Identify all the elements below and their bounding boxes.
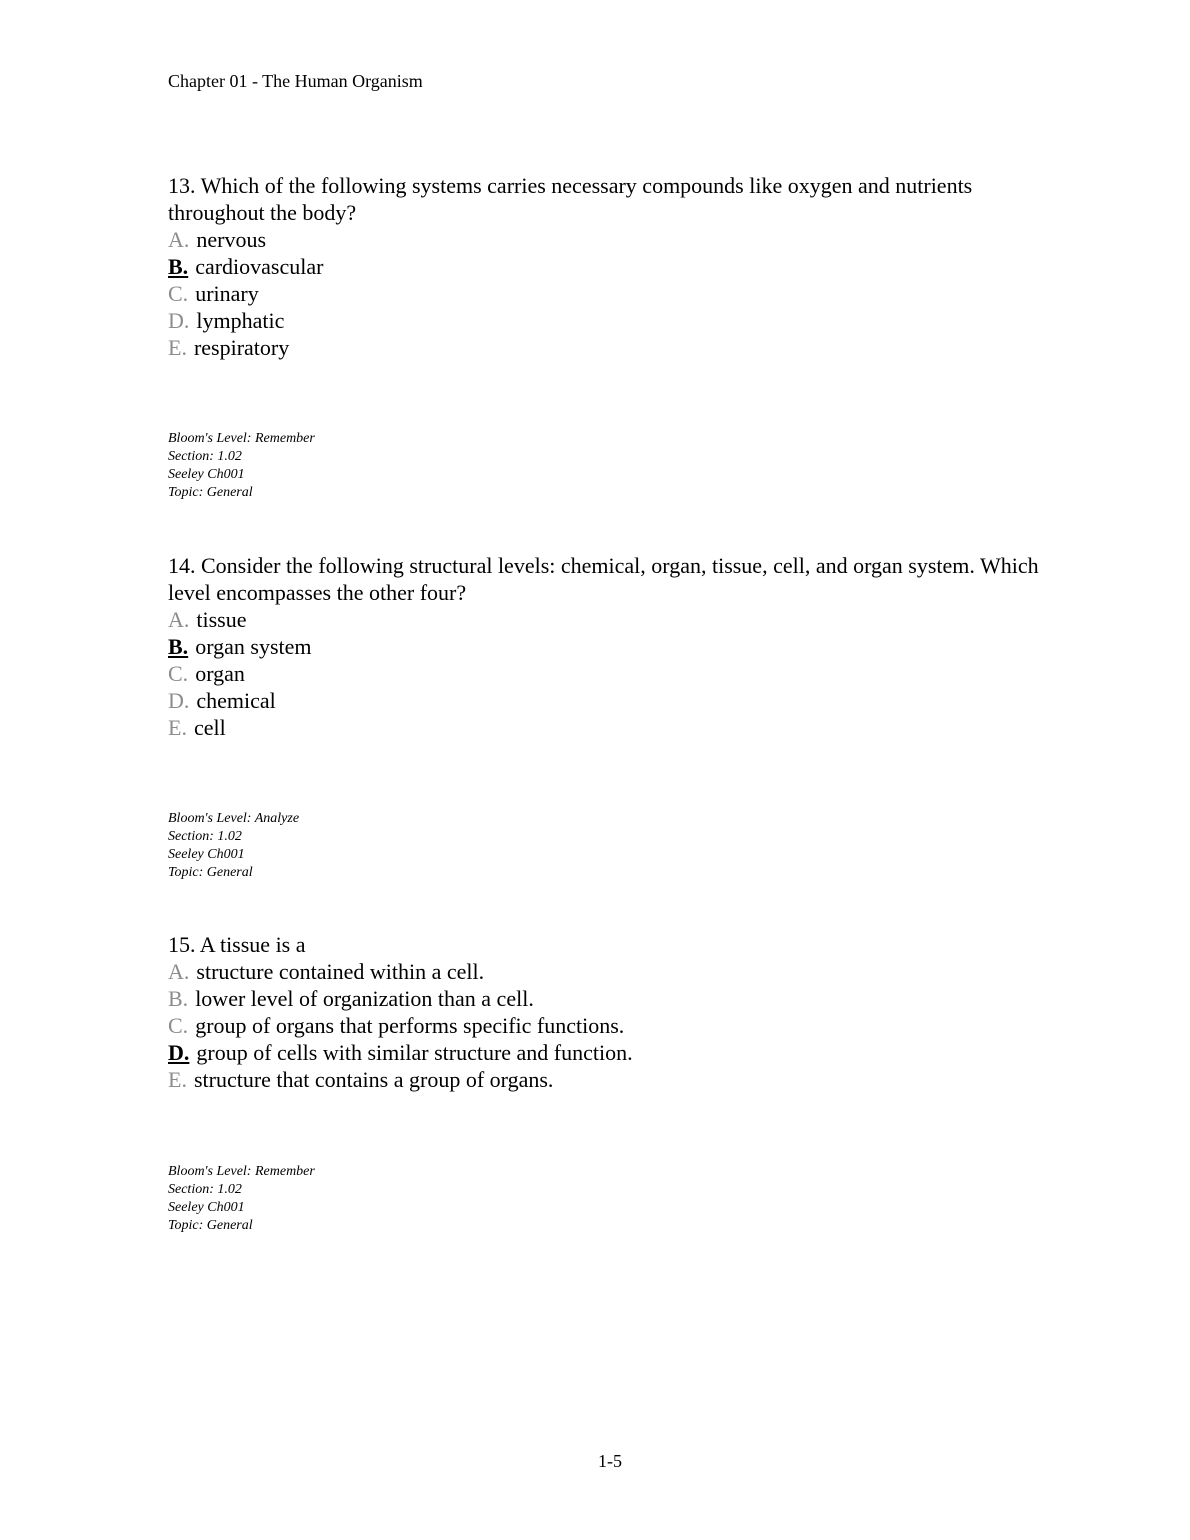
question-stem: 13. Which of the following systems carries necessary compounds like oxygen and nutrients throughout the body?	[168, 173, 973, 225]
option-a	[168, 606, 1048, 633]
option-c	[168, 1012, 1048, 1039]
option-letter: C.	[168, 1013, 189, 1038]
option-letter: D.	[168, 688, 190, 713]
option-e	[168, 1066, 1048, 1093]
option-letter: C.	[168, 661, 189, 686]
option-b	[168, 985, 1048, 1012]
option-text: cardiovascular	[195, 254, 324, 279]
topic-label: Topic: General	[168, 485, 253, 500]
option-letter: E.	[168, 715, 187, 740]
option-b-correct	[168, 633, 1048, 660]
option-text: urinary	[195, 281, 259, 306]
option-text: cell	[193, 715, 226, 740]
option-text: structure that contains a group of organs.	[193, 1067, 554, 1092]
option-letter: B.	[168, 986, 189, 1011]
option-letter: E.	[168, 1067, 187, 1092]
option-e	[168, 714, 1048, 741]
option-letter: A.	[168, 959, 190, 984]
question-15-meta	[168, 1163, 315, 1235]
question-13	[168, 172, 1048, 361]
option-letter: E.	[168, 335, 187, 360]
section-label: Section: 1.02	[168, 1182, 242, 1197]
option-letter: B.	[168, 634, 189, 659]
question-stem: 14. Consider the following structural levels: chemical, organ, tissue, cell, and organ system. Which level encompasses the other four?	[168, 553, 1039, 605]
topic-label: Topic: General	[168, 1218, 253, 1233]
source-label: Seeley Ch001	[168, 847, 245, 862]
option-a	[168, 226, 1048, 253]
section-label: Section: 1.02	[168, 449, 242, 464]
chapter-title: Chapter 01 - The Human Organism	[168, 71, 423, 91]
option-text: nervous	[196, 227, 267, 252]
option-letter: D.	[168, 308, 190, 333]
option-text: organ	[195, 661, 245, 686]
option-text: tissue	[196, 607, 247, 632]
question-15	[168, 931, 1048, 1093]
option-text: group of organs that performs specific functions.	[195, 1013, 625, 1038]
option-e	[168, 334, 1048, 361]
source-label: Seeley Ch001	[168, 467, 245, 482]
option-a	[168, 958, 1048, 985]
option-text: chemical	[196, 688, 276, 713]
option-d	[168, 687, 1048, 714]
blooms-level: Bloom's Level: Remember	[168, 431, 315, 446]
option-d-correct	[168, 1039, 1048, 1066]
topic-label: Topic: General	[168, 865, 253, 880]
option-text: respiratory	[193, 335, 290, 360]
option-text: lower level of organization than a cell.	[195, 986, 534, 1011]
section-label: Section: 1.02	[168, 829, 242, 844]
question-14	[168, 552, 1048, 741]
option-c	[168, 660, 1048, 687]
option-c	[168, 280, 1048, 307]
blooms-level: Bloom's Level: Analyze	[168, 811, 300, 826]
option-letter: A.	[168, 607, 190, 632]
question-13-meta	[168, 430, 315, 502]
option-letter: A.	[168, 227, 190, 252]
option-text: structure contained within a cell.	[196, 959, 485, 984]
question-stem: 15. A tissue is a	[168, 932, 306, 957]
option-letter: D.	[168, 1040, 190, 1065]
option-letter: C.	[168, 281, 189, 306]
option-text: organ system	[195, 634, 312, 659]
option-d	[168, 307, 1048, 334]
option-letter: B.	[168, 254, 189, 279]
blooms-level: Bloom's Level: Remember	[168, 1164, 315, 1179]
page-number: 1-5	[598, 1451, 622, 1471]
source-label: Seeley Ch001	[168, 1200, 245, 1215]
option-text: group of cells with similar structure and function.	[196, 1040, 633, 1065]
option-text: lymphatic	[196, 308, 285, 333]
option-b-correct	[168, 253, 1048, 280]
question-14-meta	[168, 810, 299, 882]
